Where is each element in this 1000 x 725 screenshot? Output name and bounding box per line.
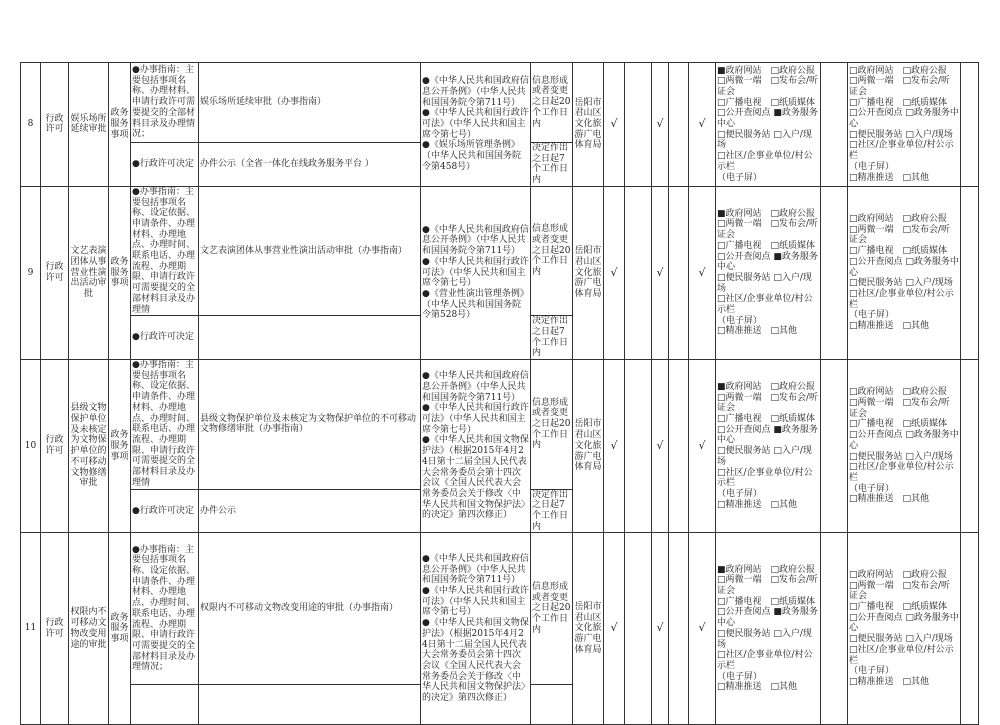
check-column-3: √ bbox=[652, 186, 669, 359]
channel-line: □公开查阅点 □政务服务中心 bbox=[849, 612, 959, 634]
disclosure-time-limit: 决定作出之日起7个工作日内 bbox=[531, 143, 573, 187]
channel-line: □广播电视 □纸质媒体 bbox=[849, 602, 948, 613]
channel-line: □便民服务站 □入户/现场 bbox=[717, 446, 812, 467]
channel-line: □便民服务站 □入户/现场 bbox=[717, 129, 812, 151]
table-row bbox=[21, 63, 979, 143]
basis-item: ●《娱乐场所管理条例》（中华人民共和国国务院令第458号） bbox=[422, 140, 522, 172]
channel-line: □社区/企事业单位/村公示栏 bbox=[717, 151, 813, 172]
disclosure-detail: 权限内不可移动文物改变用途的审批（办事指南） bbox=[199, 533, 421, 685]
channel-line: □两微一端 □发布会/听证会 bbox=[849, 76, 951, 97]
empty-column bbox=[961, 186, 979, 359]
channel-line: □便民服务站 □入户/现场 bbox=[849, 129, 953, 140]
channel-line: □两微一端 □发布会/听证会 bbox=[717, 219, 819, 241]
item-type: 行政许可 bbox=[41, 533, 69, 725]
channel-line: □精准推送 □其他 bbox=[849, 676, 930, 687]
item-category: 政务服务事项 bbox=[109, 533, 131, 725]
channel-line: □两微一端 □发布会/听证会 bbox=[717, 575, 819, 596]
item-category: 政务服务事项 bbox=[109, 186, 131, 359]
disclosure-channels bbox=[716, 63, 821, 187]
responsible-agency: 岳阳市君山区文化旅游广电体育局 bbox=[573, 186, 604, 359]
channel-line: □便民服务站 □入户/现场 bbox=[849, 278, 953, 289]
check-column-1: √ bbox=[604, 533, 625, 725]
channel-line: □两微一端 □发布会/听证会 bbox=[849, 224, 951, 246]
disclosure-detail bbox=[199, 685, 421, 725]
check-column-4 bbox=[669, 360, 689, 533]
channel-line: □广播电视 □纸质媒体 bbox=[849, 246, 948, 257]
empty-column bbox=[961, 360, 979, 533]
disclosure-channels-alt bbox=[848, 533, 961, 725]
channel-line: □社区/企事业单位/村公示栏 bbox=[849, 462, 954, 483]
channel-line: （电子屏） bbox=[717, 315, 763, 326]
empty-column bbox=[821, 360, 848, 533]
channel-line: □便民服务站 □入户/现场 bbox=[849, 451, 953, 462]
item-name: 娱乐场所延续审批 bbox=[69, 63, 109, 187]
basis-item: ●《中华人民共和国文物保护法》（根据2015年4月24日第十二届全国人民代表大会常务委员会第十四次会议《全国人民代表大会常务委员会关于修改〈中华人民共和国文物保护法〉的决定》第四次修正） bbox=[422, 435, 529, 521]
channel-line: （电子屏） bbox=[717, 671, 763, 682]
basis-item: ●《中华人民共和国文物保护法》（根据2015年4月24日第十二届全国人民代表大会常务委员会第十四次会议《全国人民代表大会常务委员会关于修改〈中华人民共和国文物保护法〉的决定》第四次修正） bbox=[422, 618, 529, 704]
channel-line: □精准推送 □其他 bbox=[849, 321, 930, 332]
check-column-5: √ bbox=[689, 186, 716, 359]
disclosure-content bbox=[131, 685, 199, 725]
check-column-4 bbox=[669, 186, 689, 359]
channel-line: （电子屏） bbox=[849, 666, 895, 677]
basis-item: ●《中华人民共和国政府信息公开条例》（中华人民共和国国务院令第711号） bbox=[422, 224, 529, 257]
disclosure-basis bbox=[421, 63, 531, 187]
disclosure-detail: 文艺表演团体从事营业性演出活动审批（办事指南） bbox=[199, 186, 421, 315]
check-column-3: √ bbox=[652, 533, 669, 725]
channel-line: （电子屏） bbox=[717, 489, 763, 499]
disclosure-content: ●办事指南：主要包括事项名称、设定依据、申请条件、办理材料、办理地点、办理时间、联系电话、办理流程、办理期限、申请行政许可需要提交的全部材料目录及办理情 bbox=[131, 186, 199, 315]
disclosure-content: ●行政许可决定 bbox=[131, 489, 199, 533]
item-number: 10 bbox=[21, 360, 41, 533]
check-column-1: √ bbox=[604, 63, 625, 187]
channel-line: （电子屏） bbox=[849, 483, 895, 494]
disclosure-table bbox=[20, 62, 979, 725]
channel-line: □公开查阅点 □政务服务中心 bbox=[849, 256, 959, 278]
check-column-4 bbox=[669, 63, 689, 187]
basis-item: ●《中华人民共和国政府信息公开条例》（中华人民共和国国务院令第711号） bbox=[422, 371, 529, 403]
responsible-agency: 岳阳市君山区文化旅游广电体育局 bbox=[573, 63, 604, 187]
item-type: 行政许可 bbox=[41, 360, 69, 533]
check-column-2 bbox=[625, 63, 652, 187]
channel-line: □两微一端 □发布会/听证会 bbox=[717, 76, 819, 97]
check-column-4 bbox=[669, 533, 689, 725]
channel-line: □社区/企事业单位/村公示栏 bbox=[717, 650, 813, 671]
disclosure-basis bbox=[421, 533, 531, 725]
empty-column bbox=[821, 186, 848, 359]
responsible-agency: 岳阳市君山区文化旅游广电体育局 bbox=[573, 360, 604, 533]
basis-item: ●《中华人民共和国行政许可法》（中华人民共和国主席令第七号） bbox=[422, 403, 529, 435]
channel-line: □便民服务站 □入户/现场 bbox=[717, 272, 812, 294]
check-column-5: √ bbox=[689, 63, 716, 187]
basis-item: ●《中华人民共和国政府信息公开条例》（中华人民共和国国务院令第711号） bbox=[422, 553, 529, 586]
disclosure-time-limit bbox=[531, 685, 573, 725]
channel-line: □精准推送 □其他 bbox=[717, 499, 798, 510]
disclosure-content: ●办事指南：主要包括事项名称、办理材料、申请行政许可需要提交的全部材料目录及办理情况； bbox=[131, 63, 199, 143]
check-column-5: √ bbox=[689, 360, 716, 533]
disclosure-content: ●行政许可决定 bbox=[131, 143, 199, 187]
channel-line: ■政府网站 □政府公报 bbox=[717, 564, 816, 575]
disclosure-time-limit: 决定作出之日起7个工作日内 bbox=[531, 489, 573, 533]
channel-line: ■政府网站 □政府公报 bbox=[717, 65, 816, 76]
disclosure-detail: 办件公示（全省一体化在线政务服务平台 ） bbox=[199, 143, 421, 187]
channel-line: □公开查阅点 □政务服务中心 bbox=[849, 430, 959, 451]
disclosure-channels-alt bbox=[848, 186, 961, 359]
disclosure-detail: 办件公示 bbox=[199, 489, 421, 533]
item-name: 权限内不可移动文物改变用途的审批 bbox=[69, 533, 109, 725]
channel-line: □广播电视 □纸质媒体 bbox=[717, 414, 816, 425]
channel-line: （电子屏） bbox=[849, 161, 895, 172]
disclosure-detail: 县级文物保护单位及未核定为文物保护单位的不可移动文物修缮审批（办事指南） bbox=[199, 360, 421, 489]
check-column-3: √ bbox=[652, 63, 669, 187]
disclosure-channels bbox=[716, 533, 821, 725]
channel-line: □公开查阅点 ■政务服务中心 bbox=[717, 251, 818, 273]
channel-line: □广播电视 □纸质媒体 bbox=[717, 97, 816, 108]
check-column-1: √ bbox=[604, 186, 625, 359]
channel-line: □政府网站 □政府公报 bbox=[849, 214, 948, 225]
empty-column bbox=[821, 533, 848, 725]
channel-line: □便民服务站 □入户/现场 bbox=[849, 634, 953, 645]
table-row bbox=[21, 533, 979, 685]
check-column-2 bbox=[625, 186, 652, 359]
disclosure-time-limit: 信息形成或者变更之日起20个工作日内 bbox=[531, 186, 573, 315]
channel-line: □政府网站 □政府公报 bbox=[849, 569, 948, 580]
channel-line: □公开查阅点 ■政务服务中心 bbox=[717, 424, 818, 446]
empty-column bbox=[961, 533, 979, 725]
item-type: 行政许可 bbox=[41, 63, 69, 187]
basis-item: ●《中华人民共和国政府信息公开条例》（中华人民共和国国务院令第711号） bbox=[422, 76, 529, 108]
item-number: 8 bbox=[21, 63, 41, 187]
channel-line: □精准推送 □其他 bbox=[849, 172, 930, 183]
channel-line: （电子屏） bbox=[849, 310, 895, 321]
basis-item: ●《中华人民共和国行政许可法》（中华人民共和国主席令第七号） bbox=[422, 256, 529, 289]
disclosure-content: ●行政许可决定 bbox=[131, 316, 199, 360]
channel-line: □两微一端 □发布会/听证会 bbox=[717, 392, 819, 414]
channel-line: □两微一端 □发布会/听证会 bbox=[849, 398, 951, 419]
disclosure-content: ●办事指南：主要包括事项名称、设定依据、申请条件、办理材料、办理地点、办理时间、联系电话、办理流程、办理期限、申请行政许可需要提交的全部材料目录及办理情 bbox=[131, 360, 199, 489]
channel-line: （电子屏） bbox=[717, 172, 763, 183]
disclosure-detail bbox=[199, 316, 421, 360]
channel-line: □精准推送 □其他 bbox=[849, 494, 930, 505]
check-column-2 bbox=[625, 360, 652, 533]
channel-line: □两微一端 □发布会/听证会 bbox=[849, 580, 951, 602]
basis-item: ●《中华人民共和国行政许可法》（中华人民共和国主席令第七号） bbox=[422, 108, 529, 140]
disclosure-time-limit: 信息形成或者变更之日起20个工作日内 bbox=[531, 360, 573, 489]
channel-line: □政府网站 □政府公报 bbox=[849, 65, 948, 76]
item-name: 文艺表演团体从事营业性演出活动审批 bbox=[69, 186, 109, 359]
channel-line: □社区/企事业单位/村公示栏 bbox=[849, 140, 954, 162]
basis-item: ●《营业性演出管理条例》（中华人民共和国国务院令第528号） bbox=[422, 288, 529, 321]
disclosure-channels-alt bbox=[848, 360, 961, 533]
channel-line: □社区/企事业单位/村公示栏 bbox=[717, 467, 813, 489]
disclosure-content: ●办事指南：主要包括事项名称、设定依据、申请条件、办理材料、办理地点、办理时间、联系电话、办理流程、办理期限、申请行政许可需要提交的全部材料目录及办理情况； bbox=[131, 533, 199, 685]
channel-line: □社区/企事业单位/村公示栏 bbox=[849, 644, 954, 666]
channel-line: □广播电视 □纸质媒体 bbox=[849, 419, 948, 430]
channel-line: □广播电视 □纸质媒体 bbox=[717, 240, 816, 251]
channel-line: □广播电视 □纸质媒体 bbox=[717, 596, 816, 607]
empty-column bbox=[961, 63, 979, 187]
check-column-3: √ bbox=[652, 360, 669, 533]
disclosure-time-limit: 信息形成或者变更之日起20个工作日内 bbox=[531, 63, 573, 143]
table-row bbox=[21, 186, 979, 315]
table-row bbox=[21, 360, 979, 489]
channel-line: □精准推送 □其他 bbox=[717, 326, 798, 337]
disclosure-channels bbox=[716, 360, 821, 533]
check-column-1: √ bbox=[604, 360, 625, 533]
channel-line: □社区/企事业单位/村公示栏 bbox=[849, 288, 954, 310]
item-number: 11 bbox=[21, 533, 41, 725]
disclosure-detail: 娱乐场所延续审批（办事指南） bbox=[199, 63, 421, 143]
check-column-2 bbox=[625, 533, 652, 725]
item-category: 政务服务事项 bbox=[109, 360, 131, 533]
item-name: 县级文物保护单位及未核定为文物保护单位的不可移动文物修缮审批 bbox=[69, 360, 109, 533]
disclosure-basis bbox=[421, 360, 531, 533]
disclosure-basis bbox=[421, 186, 531, 359]
channel-line: □精准推送 □其他 bbox=[717, 682, 798, 693]
channel-line: ■政府网站 □政府公报 bbox=[717, 208, 816, 219]
check-column-5: √ bbox=[689, 533, 716, 725]
disclosure-table-viewport bbox=[20, 62, 980, 704]
disclosure-time-limit: 信息形成或者变更之日起20个工作日内 bbox=[531, 533, 573, 685]
disclosure-channels-alt bbox=[848, 63, 961, 187]
channel-line: □便民服务站 □入户/现场 bbox=[717, 628, 812, 650]
channel-line: □政府网站 □政府公报 bbox=[849, 387, 948, 398]
channel-line: □社区/企事业单位/村公示栏 bbox=[717, 294, 813, 316]
basis-item: ●《中华人民共和国行政许可法》（中华人民共和国主席令第七号） bbox=[422, 586, 529, 618]
channel-line: □公开查阅点 ■政务服务中心 bbox=[717, 108, 818, 130]
item-number: 9 bbox=[21, 186, 41, 359]
item-category: 政务服务事项 bbox=[109, 63, 131, 187]
channel-line: □公开查阅点 ■政务服务中心 bbox=[717, 607, 818, 629]
channel-line: □广播电视 □纸质媒体 bbox=[849, 97, 948, 108]
empty-column bbox=[821, 63, 848, 187]
channel-line: □公开查阅点 □政务服务中心 bbox=[849, 108, 959, 130]
disclosure-channels bbox=[716, 186, 821, 359]
responsible-agency: 岳阳市君山区文化旅游广电体育局 bbox=[573, 533, 604, 725]
disclosure-time-limit: 决定作出之日起7个工作日内 bbox=[531, 316, 573, 360]
item-type: 行政许可 bbox=[41, 186, 69, 359]
channel-line: ■政府网站 □政府公报 bbox=[717, 381, 816, 392]
